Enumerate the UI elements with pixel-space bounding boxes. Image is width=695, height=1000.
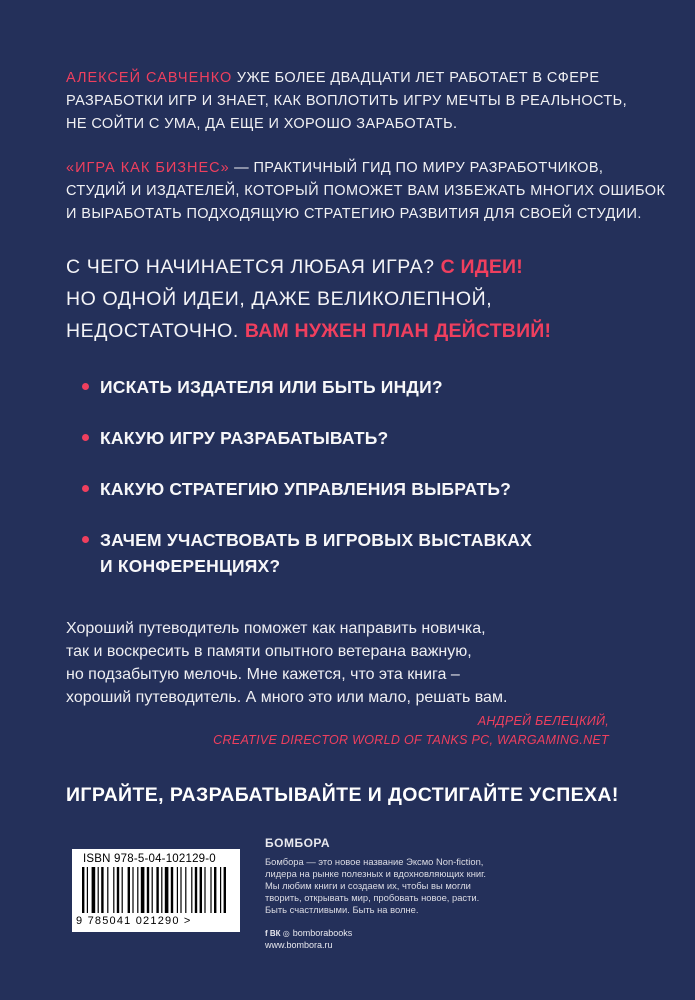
barcode-bar-25	[204, 867, 205, 913]
barcode-bar-7	[117, 867, 119, 913]
book-line-2: СТУДИЙ И ИЗДАТЕЛЕЙ, КОТОРЫЙ ПОМОЖЕТ ВАМ ИЗБЕЖАТЬ МНОГИХ ОШИБОК	[66, 183, 666, 199]
list-item: ИСКАТЬ ИЗДАТЕЛЯ ИЛИ БЫТЬ ИНДИ?	[100, 374, 532, 400]
publisher-info	[265, 836, 535, 950]
hook-paragraph	[66, 251, 551, 347]
quote-line: так и воскресить в памяти опытного ветерана важную,	[66, 643, 472, 660]
list-item: КАКУЮ СТРАТЕГИЮ УПРАВЛЕНИЯ ВЫБРАТЬ?	[100, 476, 532, 502]
bullet-dot-icon	[82, 536, 89, 543]
quote-line: Хороший путеводитель поможет как направить новичка,	[66, 620, 486, 637]
quote-line: но подзабытую мелочь. Мне кажется, что эта книга –	[66, 666, 460, 683]
hook-line-2: НО ОДНОЙ ИДЕИ, ДАЖЕ ВЕЛИКОЛЕПНОЙ,	[66, 288, 493, 310]
hook-highlight-1: С ИДЕИ!	[440, 256, 523, 278]
barcode-bar-13	[147, 867, 149, 913]
publisher-description: Бомбора — это новое название Эксмо Non-fiction, лидера на рынке полезных и вдохновляющих книг. Мы любим книги и создаем их, чтобы вы могли творить, открывать мир, пробовать новое, расти. Быть счастливыми. Быть на волне.	[265, 856, 486, 915]
barcode-bar-23	[195, 867, 197, 913]
barcode-bar-3	[98, 867, 99, 913]
book-description	[66, 157, 665, 226]
social-icons: f ВК ◎	[265, 928, 290, 938]
author-intro	[66, 67, 627, 136]
barcode-digits: 9 785041 021290 >	[76, 915, 192, 927]
hook-highlight-2: ВАМ НУЖЕН ПЛАН ДЕЙСТВИЙ!	[244, 320, 552, 342]
call-to-action: ИГРАЙТЕ, РАЗРАБАТЫВАЙТЕ И ДОСТИГАЙТЕ УСПЕХА!	[66, 784, 619, 806]
quote-attribution	[213, 712, 609, 750]
quote-line: хороший путеводитель. А много это или мало, решать вам.	[66, 689, 508, 706]
barcode-bar-27	[214, 867, 216, 913]
isbn-text: ISBN 978-5-04-102129-0	[83, 853, 216, 865]
intro-line-2: РАЗРАБОТКИ ИГР И ЗНАЕТ, КАК ВОПЛОТИТЬ ИГРУ МЕЧТЫ В РЕАЛЬНОСТЬ,	[66, 93, 627, 109]
barcode-bar-10	[132, 867, 133, 913]
barcode-bar-22	[191, 867, 192, 913]
website-link[interactable]: www.bombora.ru	[265, 940, 333, 950]
barcode-bar-4	[101, 867, 103, 913]
question-list	[100, 374, 532, 604]
social-handle[interactable]: bomborabooks	[292, 928, 353, 938]
bullet-dot-icon	[82, 485, 89, 492]
bullet-dot-icon	[82, 434, 89, 441]
list-item: ЗАЧЕМ УЧАСТВОВАТЬ В ИГРОВЫХ ВЫСТАВКАХ И КОНФЕРЕНЦИЯХ?	[100, 527, 532, 579]
barcode-bar-5	[107, 867, 108, 913]
bullet-dot-icon	[82, 383, 89, 390]
barcode-bar-0	[82, 867, 84, 913]
testimonial-quote	[66, 617, 507, 709]
barcode-bar-14	[152, 867, 153, 913]
barcode-bar-11	[137, 867, 138, 913]
barcode-bar-15	[156, 867, 158, 913]
barcode-bar-1	[87, 867, 88, 913]
barcode-bars	[82, 867, 230, 917]
barcode-bar-26	[210, 867, 211, 913]
barcode-bar-18	[171, 867, 173, 913]
list-item: КАКУЮ ИГРУ РАЗРАБАТЫВАТЬ?	[100, 425, 532, 451]
book-line-3: И ВЫРАБОТАТЬ ПОДХОДЯЩУЮ СТРАТЕГИЮ РАЗВИТИЯ ДЛЯ СВОЕЙ СТУДИИ.	[66, 206, 642, 222]
social-links	[265, 928, 535, 938]
barcode-bar-17	[165, 867, 169, 913]
barcode-bar-16	[161, 867, 162, 913]
barcode-bar-12	[141, 867, 145, 913]
intro-line-1: АЛЕКСЕЙ САВЧЕНКО УЖЕ БОЛЕЕ ДВАДЦАТИ ЛЕТ РАБОТАЕТ В СФЕРЕ	[66, 70, 600, 86]
barcode-bar-2	[92, 867, 96, 913]
barcode-bar-20	[180, 867, 181, 913]
book-line-1: «ИГРА КАК БИЗНЕС» — ПРАКТИЧНЫЙ ГИД ПО МИРУ РАЗРАБОТЧИКОВ,	[66, 160, 604, 176]
barcode-bar-19	[177, 867, 178, 913]
intro-line-3: НЕ СОЙТИ С УМА, ДА ЕЩЕ И ХОРОШО ЗАРАБОТАТЬ.	[66, 116, 458, 132]
author-name: АЛЕКСЕЙ САВЧЕНКО	[66, 70, 233, 86]
quote-author-role: CREATIVE DIRECTOR WORLD OF TANKS PC, WARGAMING.NET	[213, 733, 609, 747]
barcode-bar-8	[122, 867, 123, 913]
barcode-bar-29	[224, 867, 226, 913]
hook-line-1: С ЧЕГО НАЧИНАЕТСЯ ЛЮБАЯ ИГРА? С ИДЕИ!	[66, 256, 523, 278]
publisher-logo: БОМБОРА	[265, 836, 331, 850]
book-title: «ИГРА КАК БИЗНЕС»	[66, 160, 230, 176]
barcode-bar-24	[200, 867, 202, 913]
barcode-bar-9	[128, 867, 130, 913]
quote-author: АНДРЕЙ БЕЛЕЦКИЙ,	[477, 714, 609, 728]
isbn-barcode	[72, 849, 240, 932]
barcode-bar-21	[185, 867, 186, 913]
barcode-bar-28	[220, 867, 221, 913]
hook-line-3: НЕДОСТАТОЧНО. ВАМ НУЖЕН ПЛАН ДЕЙСТВИЙ!	[66, 320, 552, 342]
barcode-bar-6	[113, 867, 114, 913]
